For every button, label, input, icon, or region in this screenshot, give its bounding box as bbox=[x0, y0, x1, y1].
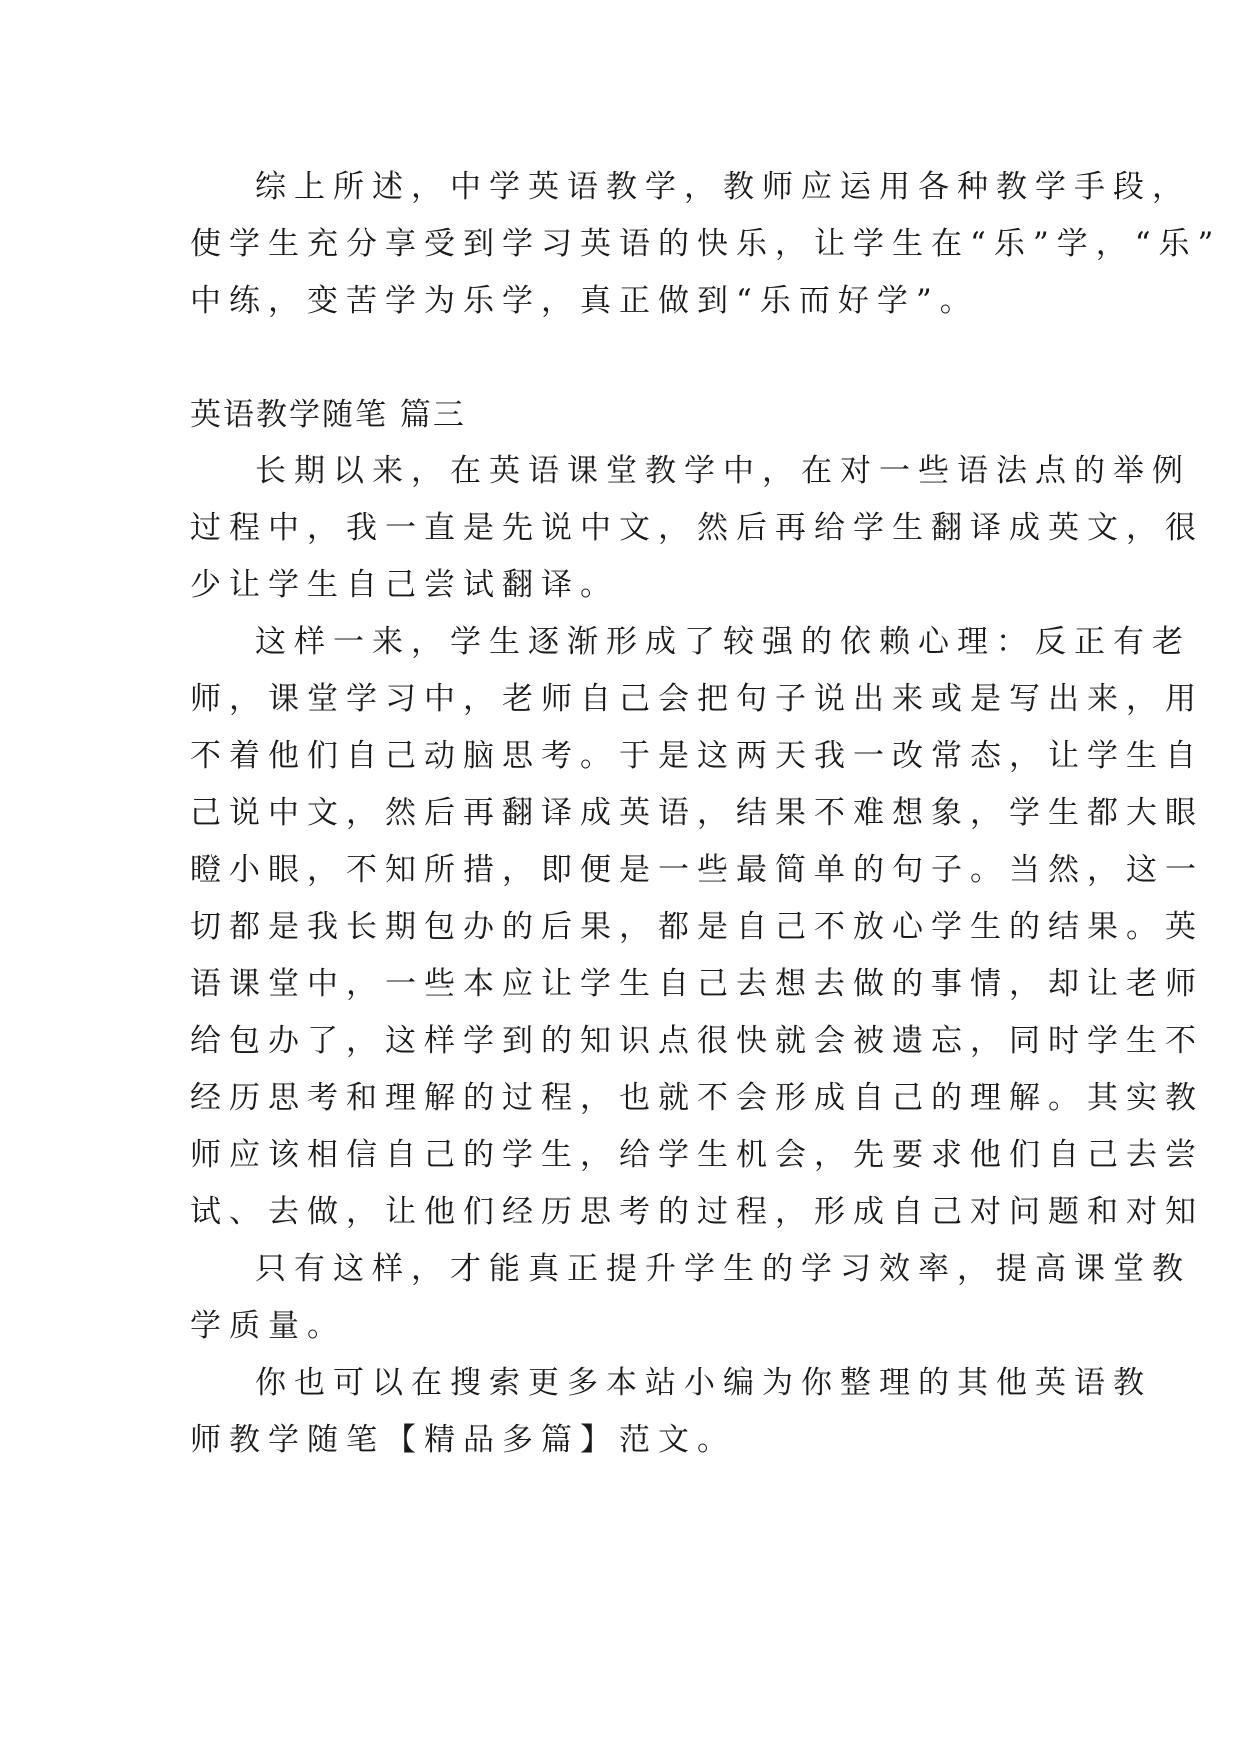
paragraph-line: 师应该相信自己的学生，给学生机会，先要求他们自己去尝 bbox=[190, 1137, 1204, 1173]
paragraph-line: 少让学生自己尝试翻译。 bbox=[190, 567, 619, 603]
paragraph-line: 瞪小眼，不知所措，即便是一些最简单的句子。当然，这一 bbox=[190, 852, 1204, 888]
paragraph-line: 师教学随笔【精品多篇】范文。 bbox=[190, 1422, 736, 1458]
paragraph-line: 中练，变苦学为乐学，真正做到“乐而好学”。 bbox=[190, 283, 979, 319]
paragraph-line: 师，课堂学习中，老师自己会把句子说出来或是写出来，用 bbox=[190, 681, 1204, 717]
paragraph-line: 综上所述，中学英语教学，教师应运用各种教学手段， bbox=[255, 169, 1191, 205]
paragraph-line: 切都是我长期包办的后果，都是自己不放心学生的结果。英 bbox=[190, 909, 1204, 945]
paragraph-line: 过程中，我一直是先说中文，然后再给学生翻译成英文，很 bbox=[190, 510, 1204, 546]
paragraph-line: 试、去做，让他们经历思考的过程，形成自己对问题和对知 bbox=[190, 1194, 1204, 1230]
paragraph-line: 语课堂中，一些本应让学生自己去想去做的事情，却让老师 bbox=[190, 966, 1204, 1002]
paragraph-line: 给包办了，这样学到的知识点很快就会被遗忘，同时学生不 bbox=[190, 1023, 1204, 1059]
paragraph-line: 学质量。 bbox=[190, 1308, 346, 1344]
paragraph-line: 经历思考和理解的过程，也就不会形成自己的理解。其实教 bbox=[190, 1080, 1204, 1116]
section-heading: 英语教学随笔 篇三 bbox=[190, 397, 466, 433]
paragraph-line: 己说中文，然后再翻译成英语，结果不难想象，学生都大眼 bbox=[190, 795, 1204, 831]
paragraph-line: 长期以来，在英语课堂教学中，在对一些语法点的举例 bbox=[255, 453, 1191, 489]
paragraph-line: 只有这样，才能真正提升学生的学习效率，提高课堂教 bbox=[255, 1251, 1191, 1287]
paragraph-line: 使学生充分享受到学习英语的快乐，让学生在“乐”学，“乐” bbox=[190, 226, 1222, 262]
paragraph-line: 这样一来，学生逐渐形成了较强的依赖心理：反正有老 bbox=[255, 624, 1191, 660]
paragraph-line: 你也可以在搜索更多本站小编为你整理的其他英语教 bbox=[255, 1365, 1152, 1401]
paragraph-line: 不着他们自己动脑思考。于是这两天我一改常态，让学生自 bbox=[190, 738, 1204, 774]
